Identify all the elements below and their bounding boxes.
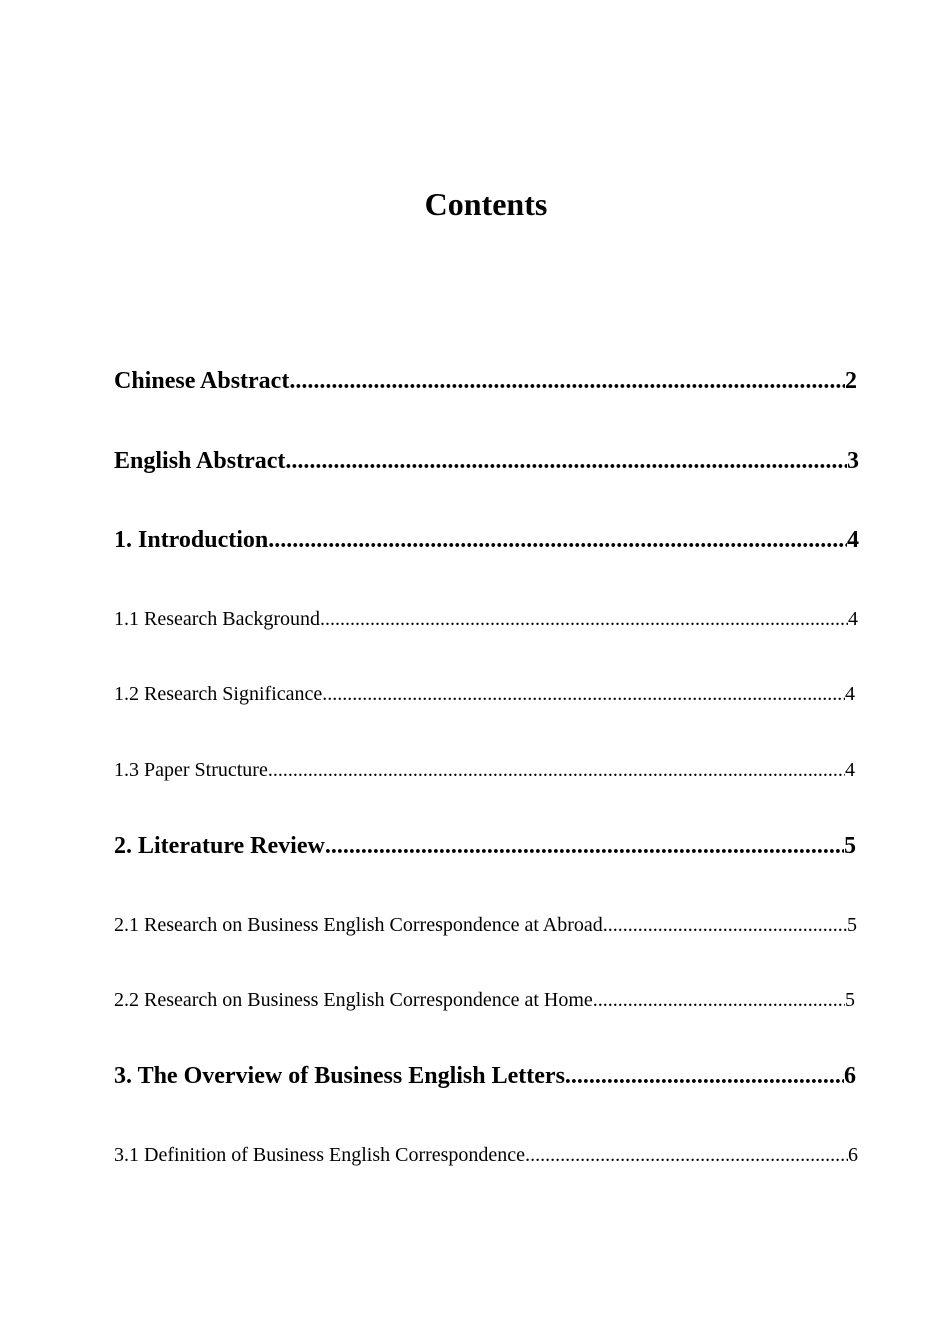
toc-entry[interactable] <box>114 831 856 861</box>
toc-entry[interactable] <box>114 1061 856 1091</box>
toc-entry[interactable] <box>114 525 859 555</box>
toc-entry-title: 1.1 Research Background <box>114 608 321 630</box>
toc-entry-title: English Abstract <box>114 448 286 474</box>
toc-entry[interactable] <box>114 366 857 396</box>
toc-entry[interactable] <box>114 757 855 783</box>
toc-dot-leader <box>565 1061 844 1091</box>
toc-page-number: 6 <box>844 1063 856 1089</box>
toc-page-number: 3 <box>847 448 859 474</box>
toc-page-number: 4 <box>848 608 858 630</box>
toc-dot-leader <box>320 606 848 632</box>
toc-dot-leader <box>525 1142 848 1168</box>
toc-dot-leader <box>268 757 845 783</box>
toc-page-number: 4 <box>845 759 855 781</box>
toc-entry-title: 3. The Overview of Business English Letters <box>114 1063 565 1089</box>
toc-entry[interactable] <box>114 606 858 632</box>
toc-entry[interactable] <box>114 912 857 938</box>
toc-entry[interactable] <box>114 987 855 1013</box>
page-title: Contents <box>424 186 548 222</box>
toc-page-number: 6 <box>848 1144 858 1166</box>
toc-dot-leader <box>603 912 847 938</box>
toc-page-number: 4 <box>845 683 855 705</box>
toc-page-number: 5 <box>845 989 855 1011</box>
toc-page-number: 4 <box>847 527 859 553</box>
toc-page-number: 2 <box>845 368 857 394</box>
toc-entry-title: 2.2 Research on Business English Correspondence at Home <box>114 989 593 1011</box>
toc-dot-leader <box>268 525 847 555</box>
toc-entry[interactable] <box>114 446 859 476</box>
toc-dot-leader <box>325 831 844 861</box>
toc-entry-title: 2.1 Research on Business English Correspondence at Abroad <box>114 914 603 936</box>
toc-entry[interactable] <box>114 1142 858 1168</box>
toc-dot-leader <box>593 987 845 1013</box>
toc-entry[interactable] <box>114 681 855 707</box>
toc-entry-title: Chinese Abstract <box>114 368 290 394</box>
toc-dot-leader <box>285 446 847 476</box>
toc-entry-title: 1.2 Research Significance <box>114 683 323 705</box>
toc-entry-title: 1. Introduction <box>114 527 269 553</box>
toc-page-number: 5 <box>847 914 857 936</box>
toc-entry-title: 2. Literature Review <box>114 833 325 859</box>
toc-page-number: 5 <box>844 833 856 859</box>
toc-entry-title: 1.3 Paper Structure <box>114 759 268 781</box>
toc-dot-leader <box>289 366 845 396</box>
toc-dot-leader <box>322 681 845 707</box>
toc-entry-title: 3.1 Definition of Business English Correspondence <box>114 1144 526 1166</box>
